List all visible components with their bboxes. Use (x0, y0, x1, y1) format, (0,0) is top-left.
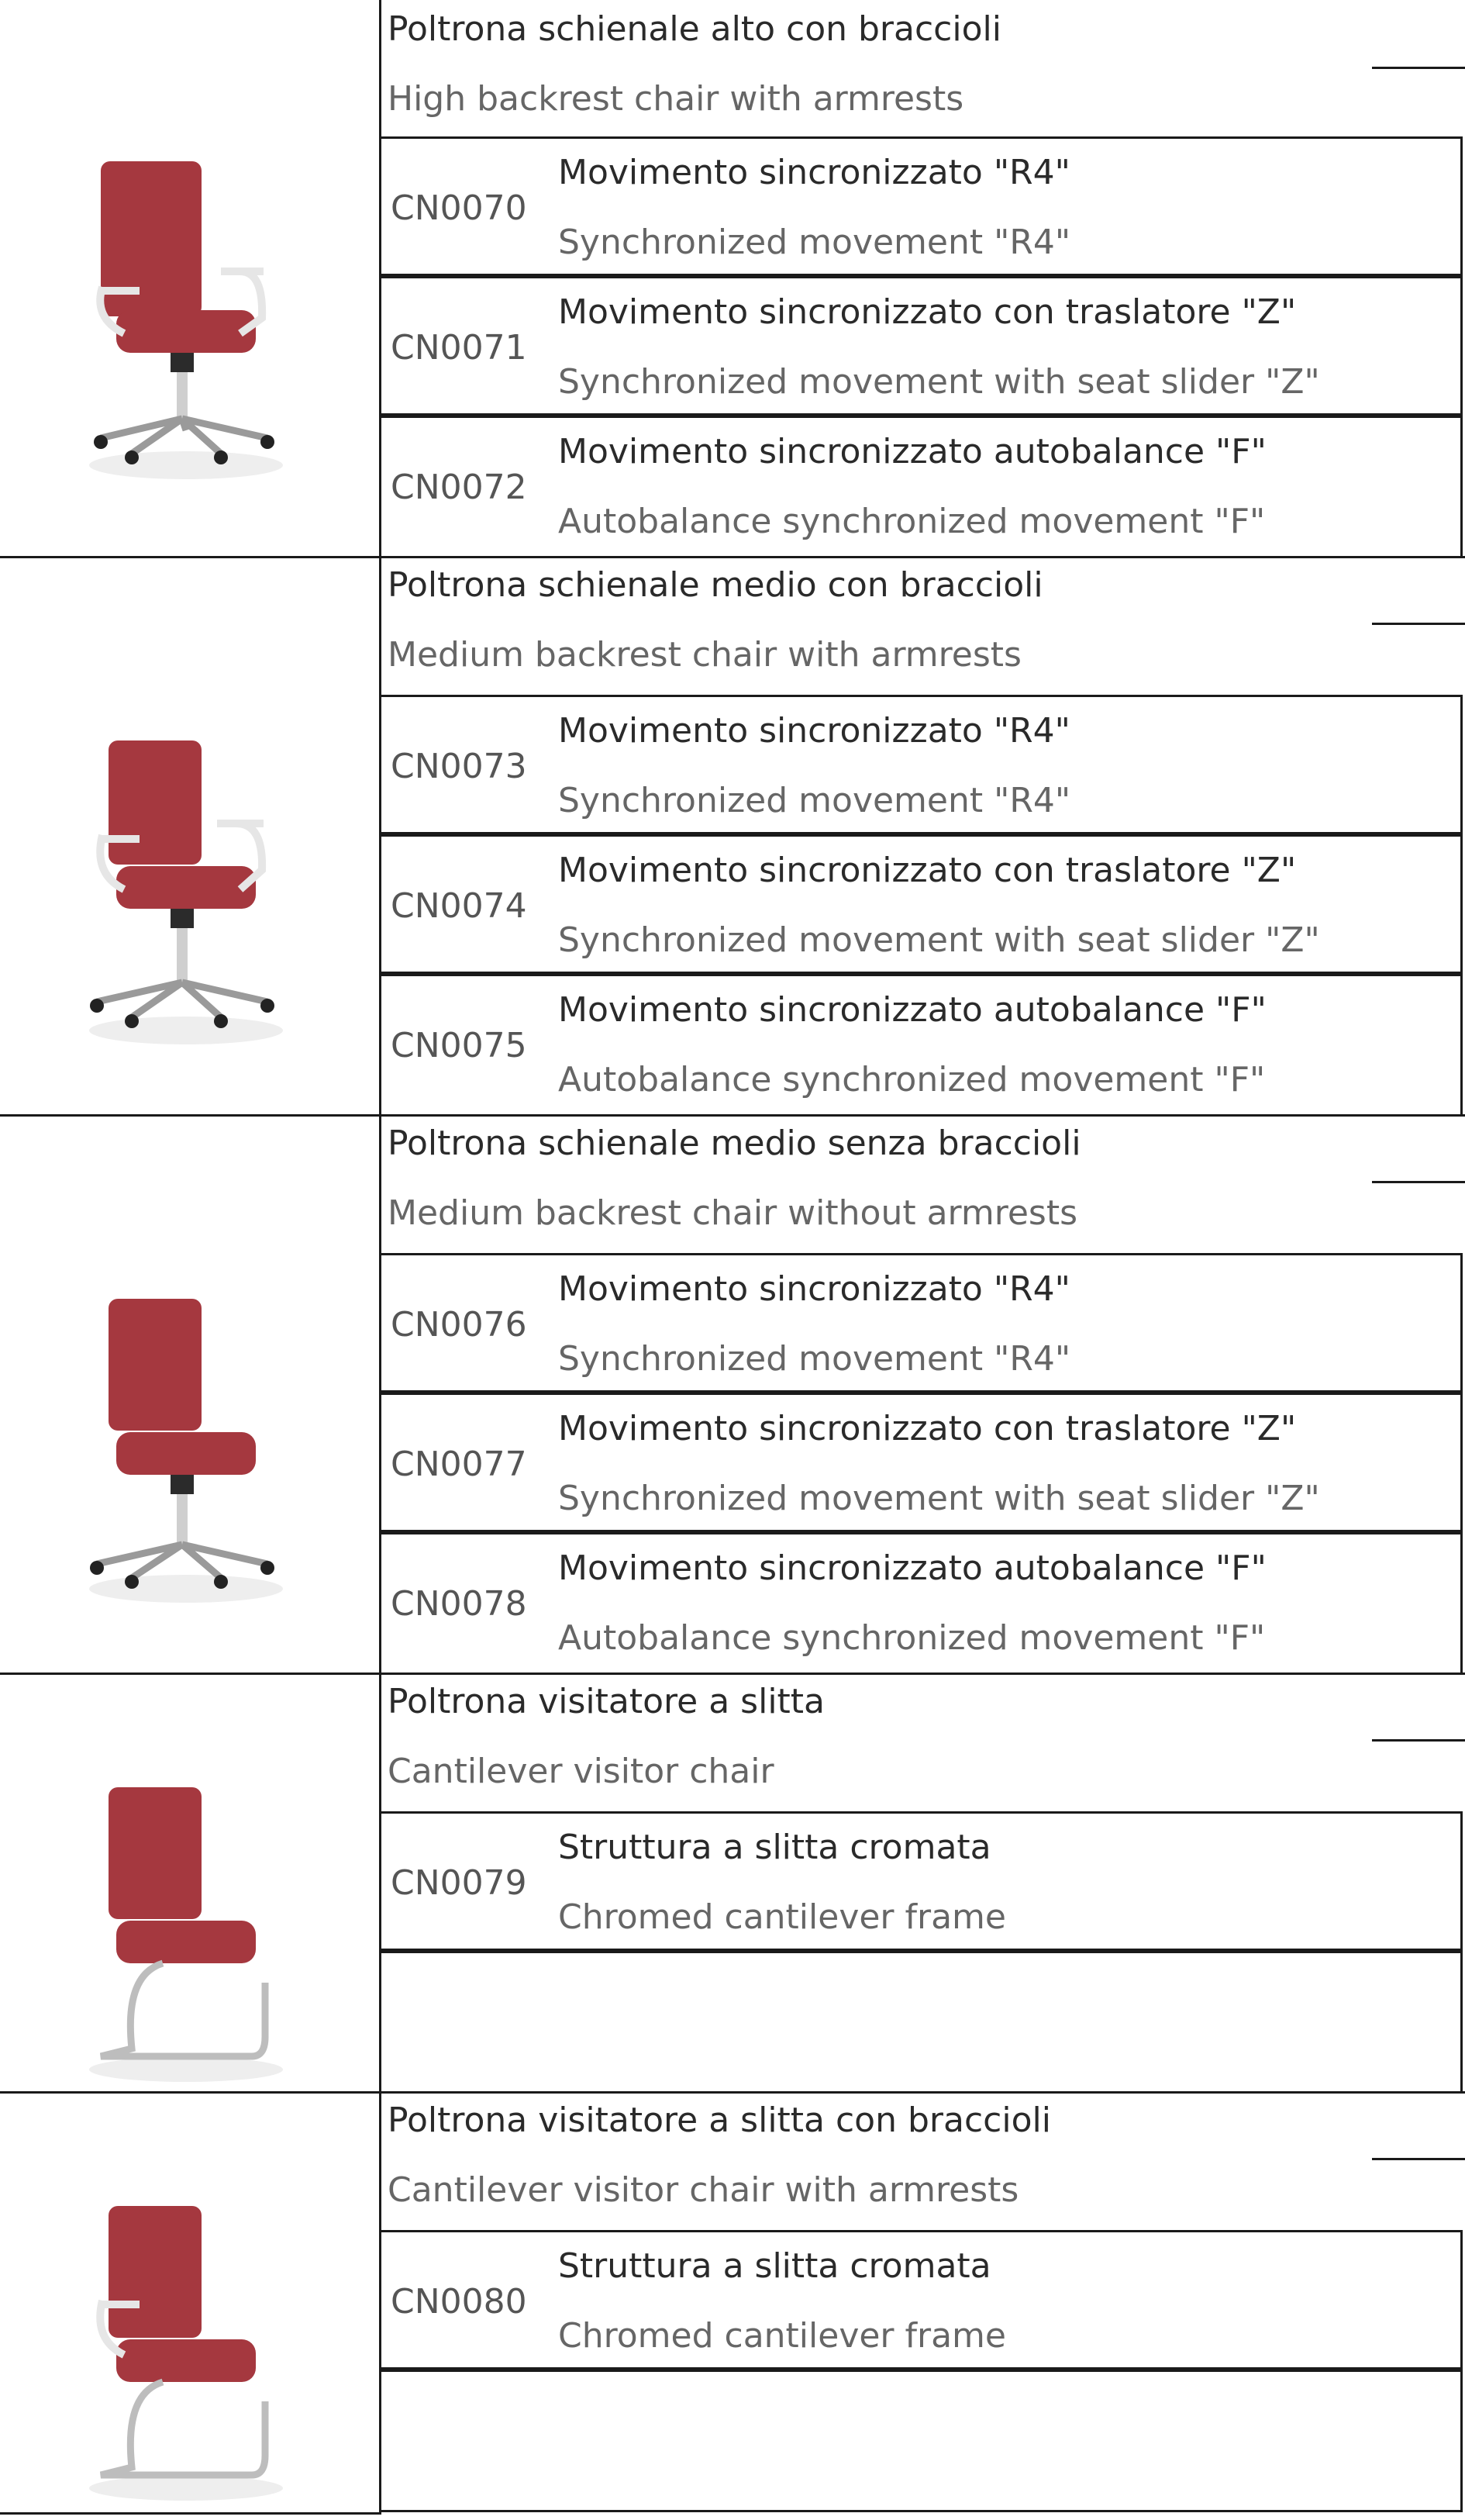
row-description-it: Movimento sincronizzato con traslatore "Z" (558, 292, 1297, 332)
product-code: CN0074 (391, 886, 527, 926)
table-row-empty (379, 1951, 1463, 2094)
row-description-it: Movimento sincronizzato con traslatore "Z" (558, 851, 1297, 890)
row-description-en: Synchronized movement with seat slider "Z" (558, 362, 1320, 402)
title-rule (1372, 1739, 1465, 1742)
title-rule (1372, 1181, 1465, 1183)
product-code: CN0079 (391, 1863, 527, 1903)
section-title-it: Poltrona schienale medio con braccioli (388, 565, 1043, 605)
title-rule (1372, 67, 1465, 69)
row-description-en: Autobalance synchronized movement "F" (558, 1618, 1266, 1658)
product-code: CN0077 (391, 1445, 527, 1484)
product-section (0, 1673, 1465, 2094)
table-row (379, 276, 1463, 416)
table-row (379, 834, 1463, 974)
row-description-it: Movimento sincronizzato "R4" (558, 711, 1070, 751)
title-rule (1372, 623, 1465, 625)
product-section (0, 2091, 1465, 2520)
section-title-en: Cantilever visitor chair (388, 1752, 774, 1791)
table-row (379, 1811, 1463, 1951)
chair-medium-backrest-no-armrests-icon (85, 1293, 287, 1603)
row-description-en: Synchronized movement "R4" (558, 1339, 1071, 1379)
product-code: CN0080 (391, 2282, 527, 2322)
row-description-en: Synchronized movement "R4" (558, 781, 1071, 820)
row-description-en: Autobalance synchronized movement "F" (558, 502, 1266, 541)
section-title-en: Cantilever visitor chair with armrests (388, 2170, 1019, 2210)
cantilever-chair-armrests-icon (85, 2200, 287, 2502)
row-description-it: Struttura a slitta cromata (558, 2246, 991, 2286)
product-code: CN0076 (391, 1305, 527, 1345)
title-rule (1372, 2158, 1465, 2160)
product-section (0, 556, 1465, 1117)
row-description-en: Synchronized movement with seat slider "Z" (558, 1479, 1320, 1518)
product-image-cell (0, 1114, 380, 1675)
section-title-en: Medium backrest chair with armrests (388, 635, 1022, 675)
row-description-it: Movimento sincronizzato autobalance "F" (558, 990, 1267, 1030)
row-description-it: Movimento sincronizzato "R4" (558, 1269, 1070, 1309)
table-row-empty (379, 2370, 1463, 2512)
table-row (379, 2230, 1463, 2370)
product-section (0, 0, 1465, 558)
chair-high-backrest-armrests-icon (85, 155, 287, 481)
product-section (0, 1114, 1465, 1675)
product-code: CN0072 (391, 468, 527, 507)
product-code: CN0073 (391, 747, 527, 786)
section-title-it: Poltrona visitatore a slitta (388, 1682, 826, 1721)
product-image-cell (0, 0, 380, 558)
table-row (379, 136, 1463, 276)
row-description-it: Movimento sincronizzato autobalance "F" (558, 1548, 1267, 1588)
section-title-it: Poltrona schienale medio senza braccioli (388, 1124, 1081, 1163)
section-title-it: Poltrona schienale alto con braccioli (388, 9, 1001, 49)
section-title-it: Poltrona visitatore a slitta con braccioli (388, 2101, 1051, 2140)
table-row (379, 1253, 1463, 1393)
section-bottom-border (0, 2512, 380, 2515)
product-code: CN0070 (391, 188, 527, 228)
table-row (379, 1393, 1463, 1532)
table-row (379, 974, 1463, 1117)
row-description-it: Struttura a slitta cromata (558, 1828, 991, 1867)
product-image-cell (0, 2091, 380, 2515)
row-description-en: Synchronized movement with seat slider "Z" (558, 920, 1320, 960)
product-code: CN0071 (391, 328, 527, 368)
section-title-en: Medium backrest chair without armrests (388, 1193, 1078, 1233)
table-row (379, 695, 1463, 834)
row-description-it: Movimento sincronizzato con traslatore "Z" (558, 1409, 1297, 1448)
row-description-en: Chromed cantilever frame (558, 2316, 1006, 2356)
table-row (379, 1532, 1463, 1675)
product-image-cell (0, 1673, 380, 2094)
cantilever-chair-icon (85, 1781, 287, 2083)
product-code: CN0075 (391, 1026, 527, 1065)
table-row (379, 416, 1463, 558)
row-description-en: Synchronized movement "R4" (558, 223, 1071, 262)
product-code: CN0078 (391, 1584, 527, 1624)
chair-medium-backrest-armrests-icon (85, 734, 287, 1044)
row-description-it: Movimento sincronizzato autobalance "F" (558, 432, 1267, 471)
section-title-en: High backrest chair with armrests (388, 79, 964, 119)
product-image-cell (0, 556, 380, 1117)
row-description-en: Chromed cantilever frame (558, 1897, 1006, 1937)
row-description-it: Movimento sincronizzato "R4" (558, 153, 1070, 192)
row-description-en: Autobalance synchronized movement "F" (558, 1060, 1266, 1099)
